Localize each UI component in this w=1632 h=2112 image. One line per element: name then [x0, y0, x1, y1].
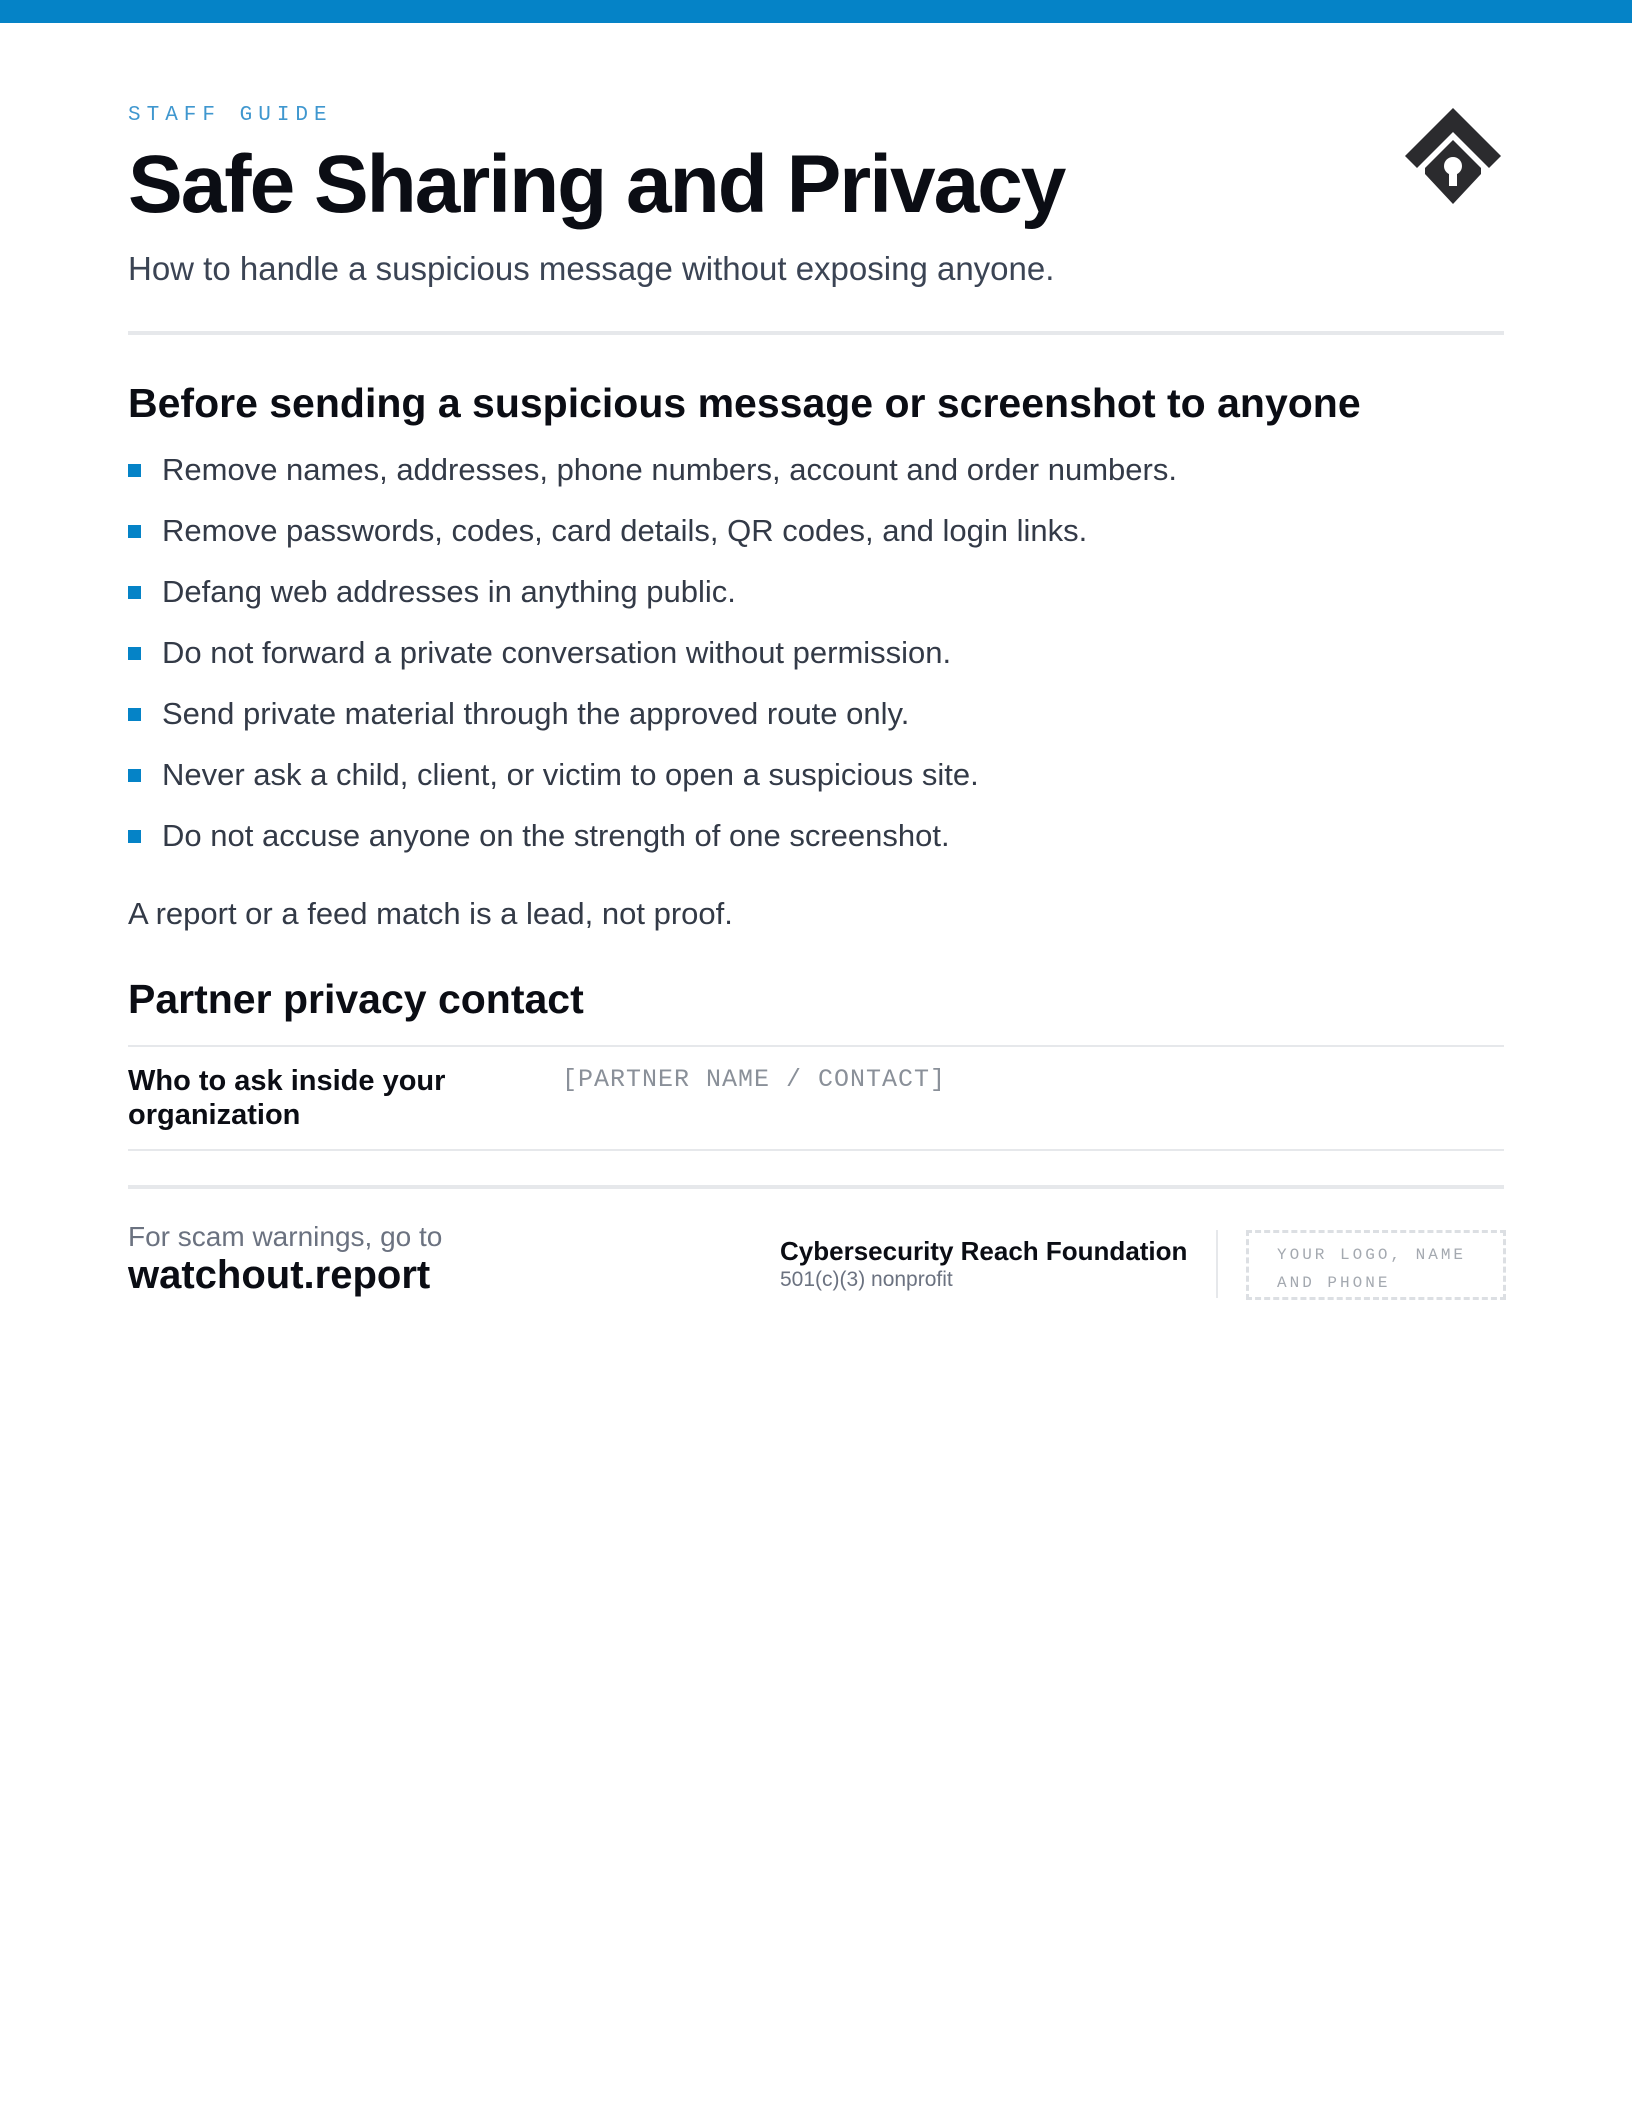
- house-keyhole-icon: [1401, 104, 1505, 208]
- footer-divider: [128, 1185, 1504, 1189]
- eyebrow-label: STAFF GUIDE: [128, 104, 333, 127]
- contact-heading: Partner privacy contact: [128, 976, 584, 1022]
- footer-vertical-divider: [1216, 1230, 1218, 1298]
- top-accent-bar: [0, 0, 1632, 23]
- lead-not-proof-note: A report or a feed match is a lead, not proof.: [128, 896, 733, 931]
- checklist: [128, 448, 1177, 875]
- list-item: [128, 814, 1177, 875]
- square-bullet-icon: [128, 708, 141, 721]
- square-bullet-icon: [128, 769, 141, 782]
- contact-table: [128, 1045, 1504, 1151]
- org-name: Cybersecurity Reach Foundation: [780, 1236, 1188, 1266]
- list-item-text: Do not accuse anyone on the strength of one screenshot.: [162, 818, 950, 853]
- footer-lead-text: For scam warnings, go to: [128, 1221, 443, 1252]
- list-item-text: Defang web addresses in anything public.: [162, 574, 736, 609]
- page-subtitle: How to handle a suspicious message without exposing anyone.: [128, 250, 1055, 287]
- list-item-text: Send private material through the approved route only.: [162, 696, 910, 731]
- footer-url-link[interactable]: watchout.report: [128, 1253, 431, 1297]
- square-bullet-icon: [128, 586, 141, 599]
- contact-label: Who to ask inside your organization: [128, 1065, 446, 1131]
- logo-placeholder-box: [1246, 1230, 1506, 1300]
- list-item-text: Remove passwords, codes, card details, QR codes, and login links.: [162, 513, 1088, 548]
- checklist-heading: Before sending a suspicious message or screenshot to anyone: [128, 380, 1361, 426]
- list-item: [128, 631, 1177, 692]
- list-item-text: Never ask a child, client, or victim to open a suspicious site.: [162, 757, 979, 792]
- list-item: [128, 448, 1177, 509]
- contact-placeholder-value: [PARTNER NAME / CONTACT]: [562, 1065, 947, 1094]
- org-status: 501(c)(3) nonprofit: [780, 1268, 953, 1291]
- page-title: Safe Sharing and Privacy: [128, 139, 1065, 230]
- square-bullet-icon: [128, 464, 141, 477]
- header-divider: [128, 331, 1504, 335]
- list-item: [128, 753, 1177, 814]
- square-bullet-icon: [128, 525, 141, 538]
- logo-placeholder-text: YOUR LOGO, NAME AND PHONE: [1277, 1246, 1467, 1292]
- square-bullet-icon: [128, 830, 141, 843]
- square-bullet-icon: [128, 647, 141, 660]
- list-item: [128, 509, 1177, 570]
- list-item: [128, 570, 1177, 631]
- list-item: [128, 692, 1177, 753]
- list-item-text: Do not forward a private conversation without permission.: [162, 635, 952, 670]
- list-item-text: Remove names, addresses, phone numbers, account and order numbers.: [162, 452, 1177, 487]
